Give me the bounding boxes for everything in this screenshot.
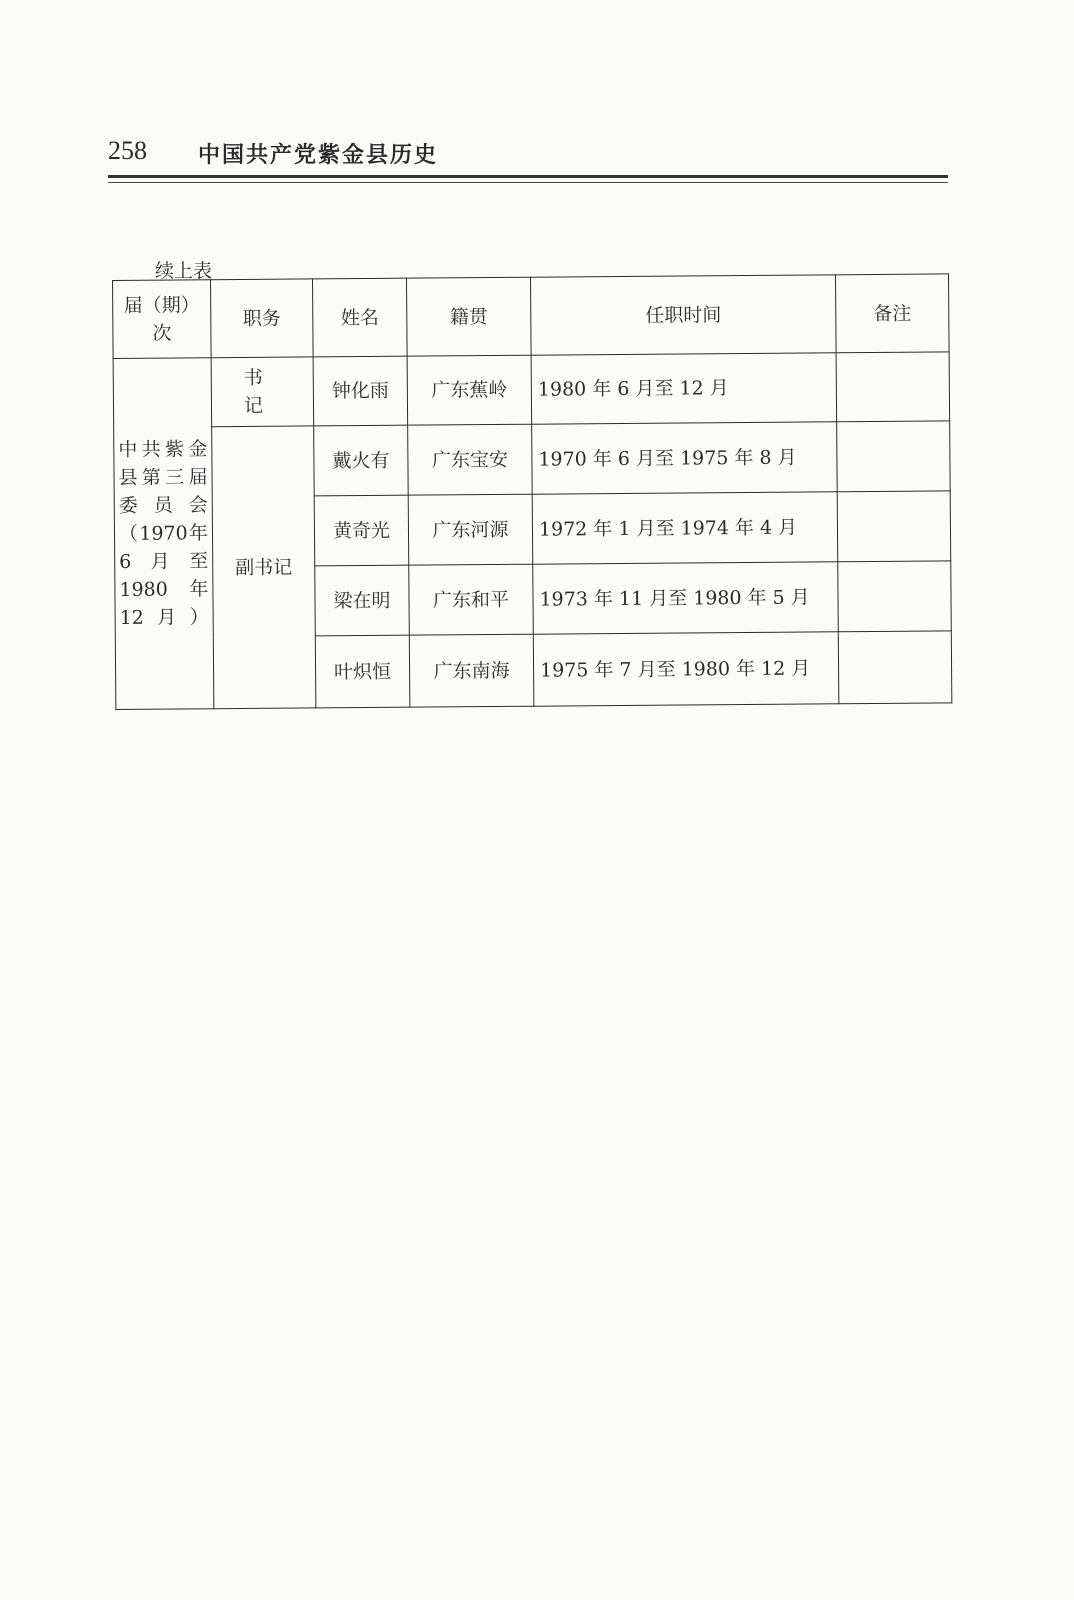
- table-row: [114, 421, 951, 498]
- header-position: 职务: [211, 279, 314, 358]
- name-cell: 钟化雨: [313, 356, 408, 426]
- name-cell: 叶炽恒: [315, 635, 410, 708]
- header-tenure: 任职时间: [530, 275, 836, 355]
- name-cell: 黄奇光: [314, 495, 409, 566]
- name-cell: 梁在明: [315, 565, 410, 636]
- header-name: 姓名: [312, 278, 407, 357]
- native-place-cell: 广东宝安: [408, 424, 533, 495]
- tenure-cell: 1970 年 6 月至 1975 年 8 月: [532, 422, 838, 494]
- leadership-table: [112, 273, 952, 710]
- remarks-cell: [837, 491, 951, 562]
- tenure-cell: 1975 年 7 月至 1980 年 12 月: [533, 632, 839, 706]
- header-rule-thin: [108, 182, 948, 183]
- table-row: [113, 352, 950, 428]
- header-remarks: 备注: [835, 274, 949, 353]
- remarks-cell: [838, 561, 952, 632]
- native-place-cell: 广东南海: [409, 634, 534, 707]
- position-cell-deputy-secretary: 副书记: [212, 426, 316, 709]
- header-term: 届（期）次: [113, 280, 212, 359]
- header-native-place: 籍贯: [406, 277, 531, 356]
- remarks-cell: [836, 352, 950, 422]
- term-cell: 中共紫金县第三届委员会（1970年6月至1980年12月）: [113, 358, 214, 710]
- name-cell: 戴火有: [314, 425, 409, 496]
- remarks-cell: [838, 631, 952, 704]
- header-rule-thick: [108, 175, 948, 178]
- page-header: [108, 136, 948, 172]
- table-caption: 续上表: [155, 260, 213, 282]
- position-cell-secretary: 书 记: [211, 357, 314, 427]
- remarks-cell: [837, 421, 951, 492]
- native-place-cell: 广东河源: [408, 494, 533, 565]
- page-number: 258: [108, 136, 147, 165]
- tenure-cell: 1972 年 1 月至 1974 年 4 月: [532, 492, 838, 564]
- book-title: 中国共产党紫金县历史: [198, 142, 439, 168]
- table-header-row: [113, 274, 950, 359]
- tenure-cell: 1980 年 6 月至 12 月: [531, 353, 837, 424]
- tenure-cell: 1973 年 11 月至 1980 年 5 月: [533, 562, 839, 634]
- native-place-cell: 广东蕉岭: [407, 355, 532, 425]
- native-place-cell: 广东和平: [409, 564, 534, 635]
